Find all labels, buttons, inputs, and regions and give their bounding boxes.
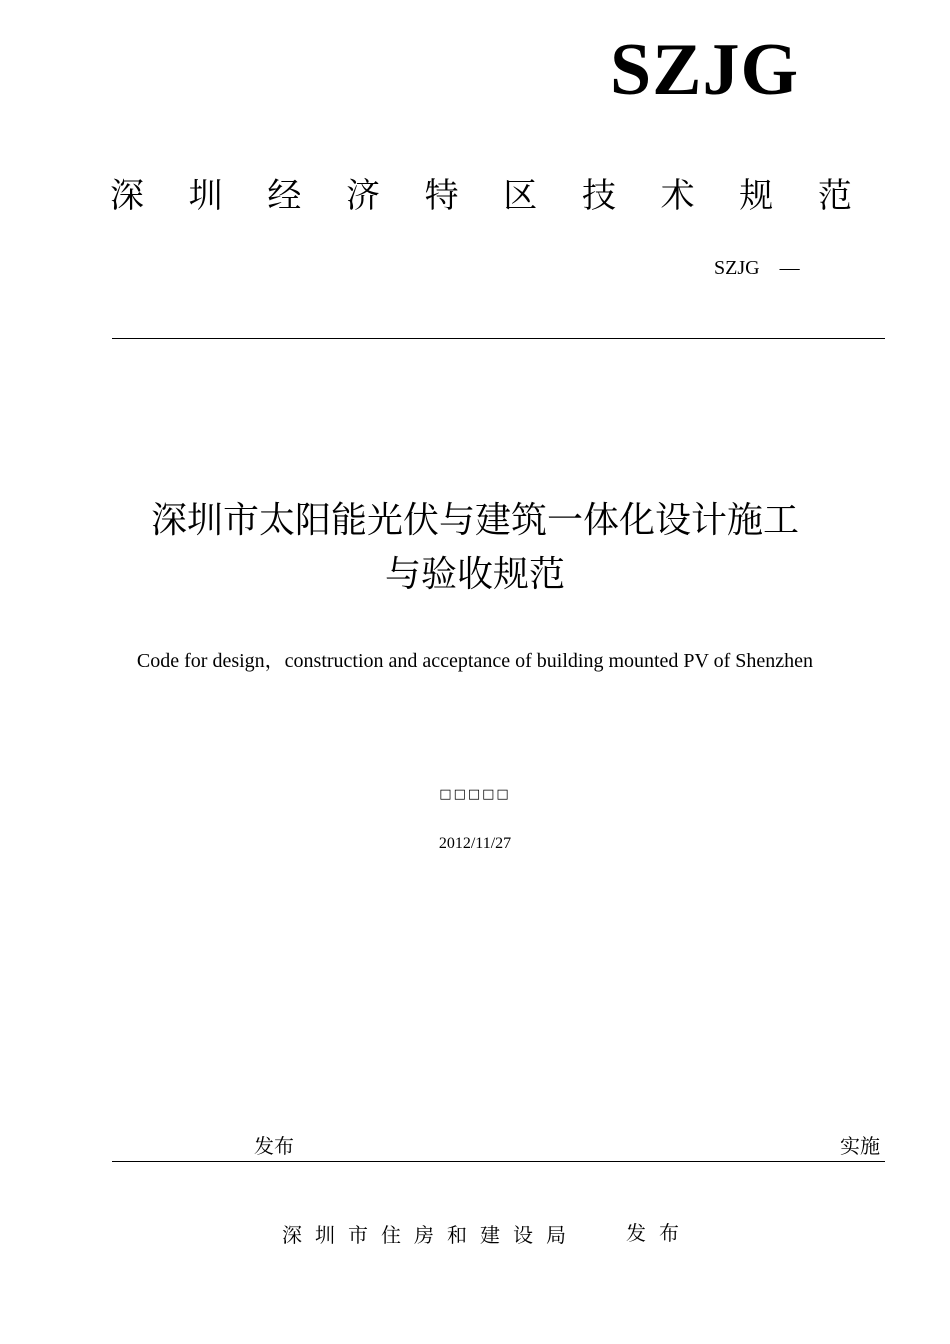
- authority-issue-label: 发布: [626, 1221, 692, 1245]
- series-title-char: 技: [581, 176, 616, 216]
- series-title-char: 经: [267, 176, 302, 216]
- document-title-line-1: 深圳市太阳能光伏与建筑一体化设计施工: [150, 500, 799, 541]
- standard-code: [714, 256, 800, 280]
- document-title: [90, 494, 860, 602]
- standard-code-dash: —: [779, 257, 800, 279]
- english-title: Code for design，construction and acceptance of building mounted PV of Shenzhen: [136, 650, 814, 672]
- series-title-char: 规: [739, 176, 774, 216]
- standard-code-prefix: SZJG: [714, 257, 760, 279]
- document-date: 2012/11/27: [438, 835, 512, 852]
- top-divider: [112, 338, 885, 339]
- series-title-char: 济: [345, 176, 380, 216]
- series-title-char: 特: [424, 176, 459, 216]
- series-title-char: 圳: [188, 176, 223, 216]
- bottom-divider: [112, 1161, 885, 1162]
- issuing-authority: 深圳市住房和建设局: [282, 1223, 579, 1247]
- implement-label: 实施: [840, 1134, 880, 1158]
- series-title-char: 术: [660, 176, 695, 216]
- issue-label: 发布: [254, 1134, 294, 1158]
- series-title-char: 区: [503, 176, 538, 216]
- series-title: [110, 172, 852, 220]
- standard-logo: SZJG: [610, 29, 800, 111]
- series-title-char: 范: [817, 176, 852, 216]
- document-title-line-2: 与验收规范: [384, 554, 565, 595]
- draft-label: □□□□□: [439, 787, 511, 802]
- series-title-char: 深: [110, 176, 144, 216]
